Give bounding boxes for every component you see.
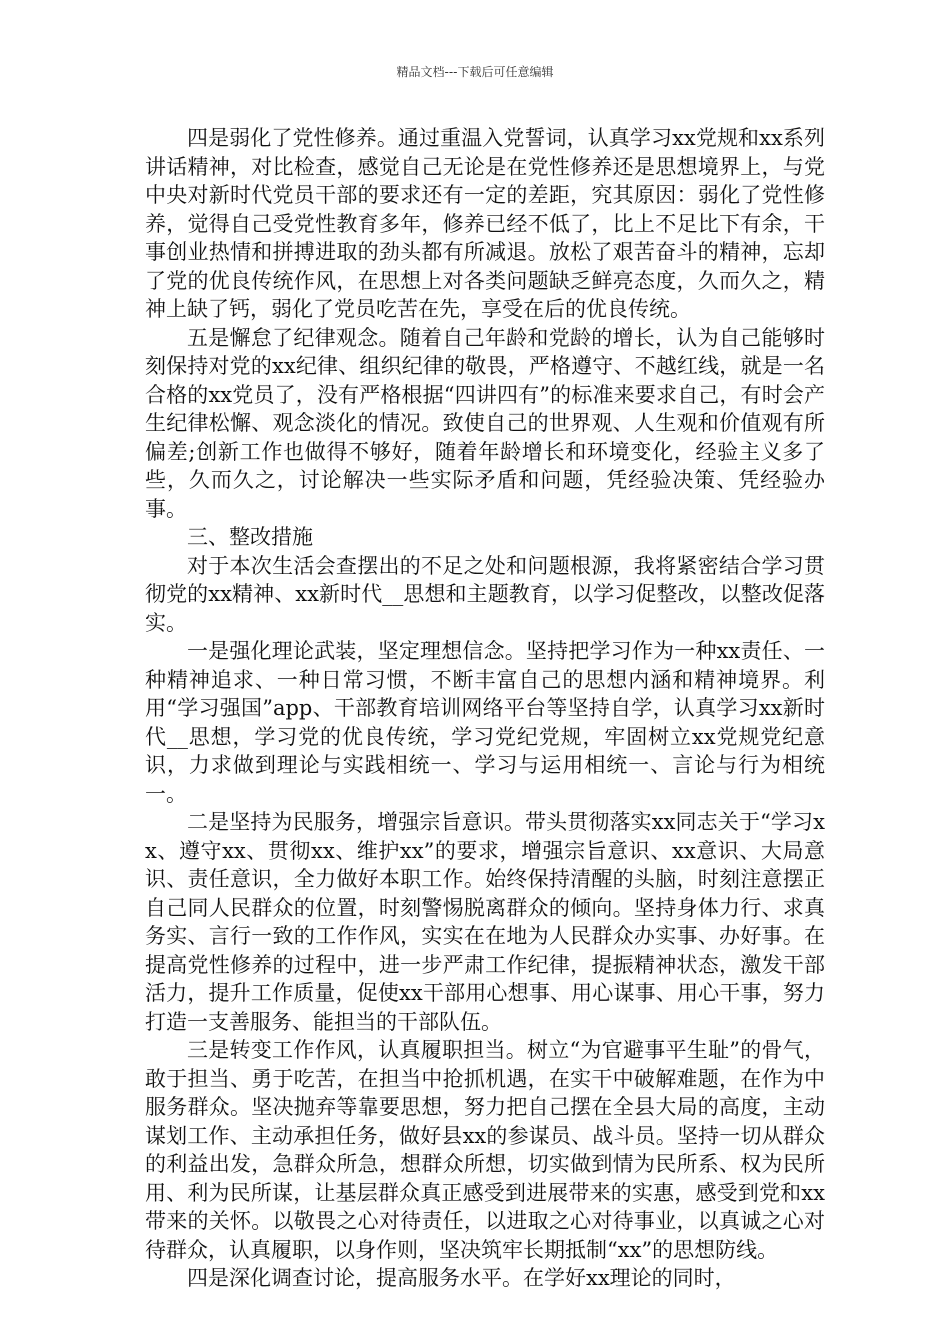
paragraph-theory-arming: 一是强化理论武装，坚定理想信念。坚持把学习作为一种xx责任、一种精神追求、一种日常习惯，不断丰富自己的思想内涵和精神境界。利用“学习强国”app、干部教育培训网络平台等坚持自学，认真学习xx新时代__思想，学习党的优良传统，学习党纪党规，牢固树立xx党规党纪意识，力求做到理论与实践相统一、学习与运用相统一、言论与行为相统一。 [145,639,825,806]
paragraph-discipline: 五是懈怠了纪律观念。随着自己年龄和党龄的增长，认为自己能够时刻保持对党的xx纪律、组织纪律的敬畏，严格遵守、不越红线，就是一名合格的xx党员了，没有严格根据“四讲四有”的标准来要求自己，有时会产生纪律松懈、观念淡化的情况。致使自己的世界观、人生观和价值观有所偏差;创新工作也做得不够好，随着年龄增长和环境变化，经验主义多了些，久而久之，讨论解决一些实际矛盾和问题，凭经验决策、凭经验办事。 [145,325,825,521]
section-heading-rectification: 三、整改措施 [187,525,313,549]
page-header: 精品文档---下载后可任意编辑 [396,65,554,79]
paragraph-work-style: 三是转变工作作风，认真履职担当。树立“为官避事平生耻”的骨气，敢于担当、勇于吃苦，在担当中抢抓机遇，在实干中破解难题，在作为中服务群众。坚决抛弃等靠要思想，努力把自己摆在全县大局的高度，主动谋划工作、主动承担任务，做好县xx的参谋员、战斗员。坚持一切从群众的利益出发，急群众所急，想群众所想，切实做到情为民所系、权为民所用、利为民所谋，让基层群众真正感受到进展带来的实惠，感受到党和xx带来的关怀。以敬畏之心对待责任，以进取之心对待事业，以真诚之心对待群众，认真履职，以身作则，坚决筑牢长期抵制“xx”的思想防线。 [145,1038,825,1262]
document-body [145,124,825,1293]
paragraph-deepen-research: 四是深化调查讨论，提高服务水平。在学好xx理论的同时， [187,1266,736,1290]
paragraph-serve-people: 二是坚持为民服务，增强宗旨意识。带头贯彻落实xx同志关于“学习xx、遵守xx、贯彻xx、维护xx”的要求，增强宗旨意识、xx意识、大局意识、责任意识，全力做好本职工作。始终保持清醒的头脑，时刻注意摆正自己同人民群众的位置，时刻警惕脱离群众的倾向。坚持身体力行、求真务实、言行一致的工作作风，实实在在地为人民群众办实事、办好事。在提高党性修养的过程中，进一步严肃工作纪律，提振精神状态，激发干部活力，提升工作质量，促使xx干部用心想事、用心谋事、用心干事，努力打造一支善服务、能担当的干部队伍。 [145,810,825,1034]
paragraph-strengthen-party-spirit: 四是弱化了党性修养。通过重温入党誓词，认真学习xx党规和xx系列讲话精神，对比检查，感觉自己无论是在党性修养还是思想境界上，与党中央对新时代党员干部的要求还有一定的差距，究其原因：弱化了党性修养，觉得自己受党性教育多年，修养已经不低了，比上不足比下有余，干事创业热情和拼搏进取的劲头都有所减退。放松了艰苦奋斗的精神，忘却了党的优良传统作风，在思想上对各类问题缺乏鲜亮态度，久而久之，精神上缺了钙，弱化了党员吃苦在先，享受在后的优良传统。 [145,126,825,321]
paragraph-rectification-intro: 对于本次生活会查摆出的不足之处和问题根源，我将紧密结合学习贯彻党的xx精神、xx新时代__思想和主题教育，以学习促整改，以整改促落实。 [145,553,825,635]
